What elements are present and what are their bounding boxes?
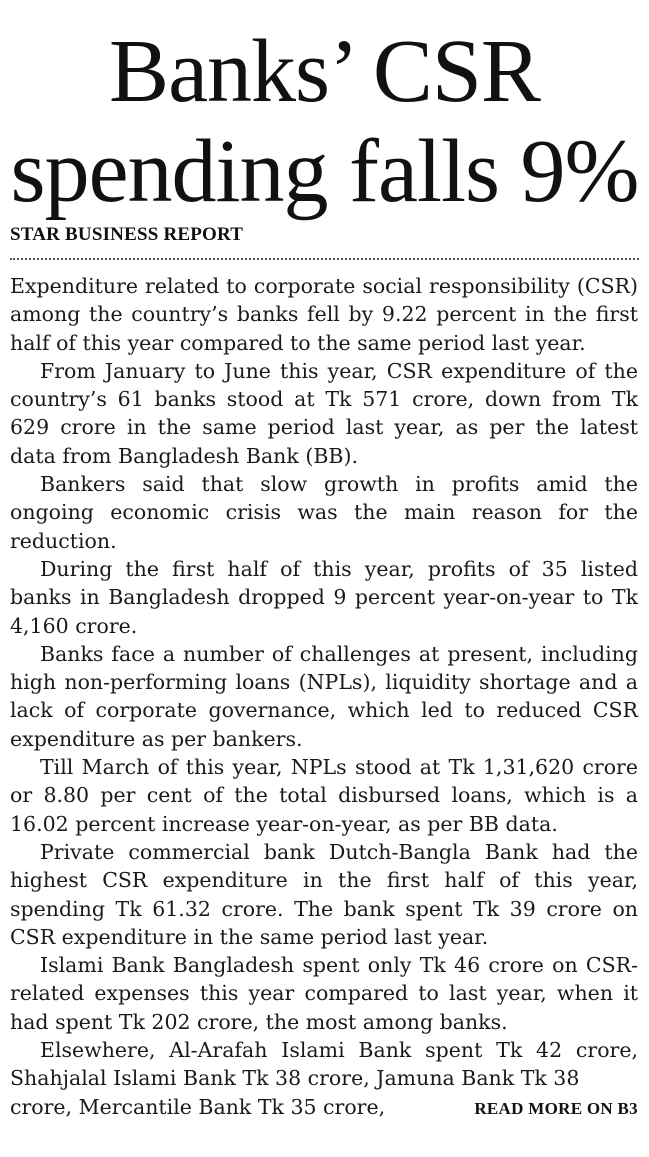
paragraph-9: Elsewhere, Al-Arafah Islami Bank spent Tk 42 crore, Shahjalal Islami Bank Tk 38 crore, Jamuna Bank Tk 38 [10, 1038, 638, 1091]
dotted-divider [10, 258, 639, 260]
paragraph-2: From January to June this year, CSR expenditure of the country’s 61 banks stood at Tk 571 crore, down from Tk 629 crore in the same period last year, as per the latest data from Bangladesh Bank (BB). [10, 358, 638, 468]
paragraph-7: Private commercial bank Dutch-Bangla Bank had the highest CSR expenditure in the first half of this year, spending Tk 61.32 crore. The bank spent Tk 39 crore on CSR expenditure in the same period last year. [10, 839, 638, 949]
paragraph-1: Expenditure related to corporate social responsibility (CSR) among the country’s banks fell by 9.22 percent in the first half of this year compared to the same period last year. [10, 274, 638, 355]
paragraph-6: Till March of this year, NPLs stood at Tk 1,31,620 crore or 8.80 per cent of the total disbursed loans, which is a 16.02 percent increase year-on-year, as per BB data. [10, 755, 638, 836]
paragraph-4: During the first half of this year, profits of 35 listed banks in Bangladesh dropped 9 percent year-on-year to Tk 4,160 crore. [10, 556, 638, 638]
paragraph-5: Banks face a number of challenges at present, including high non-performing loans (NPLs), liquidity shortage and a lack of corporate governance, which led to reduced CSR expenditure as per bankers. [10, 641, 638, 751]
last-line [10, 1093, 638, 1123]
article-body [10, 272, 638, 1123]
paragraph-3: Bankers said that slow growth in profits amid the ongoing economic crisis was the main reason for the reduction. [10, 472, 638, 553]
byline: STAR BUSINESS REPORT [10, 224, 244, 245]
read-more-link[interactable]: READ MORE ON B3 [474, 1098, 638, 1118]
headline [0, 22, 649, 222]
paragraph-8: Islami Bank Bangladesh spent only Tk 46 crore on CSR-related expenses this year compared to last year, when it had spent Tk 202 crore, the most among banks. [10, 953, 638, 1034]
paragraph-9-continuation: crore, Mercantile Bank Tk 35 crore, [10, 1094, 386, 1119]
headline-line-1: Banks’ CSR [109, 22, 540, 121]
headline-line-2: spending falls 9% [10, 122, 639, 221]
